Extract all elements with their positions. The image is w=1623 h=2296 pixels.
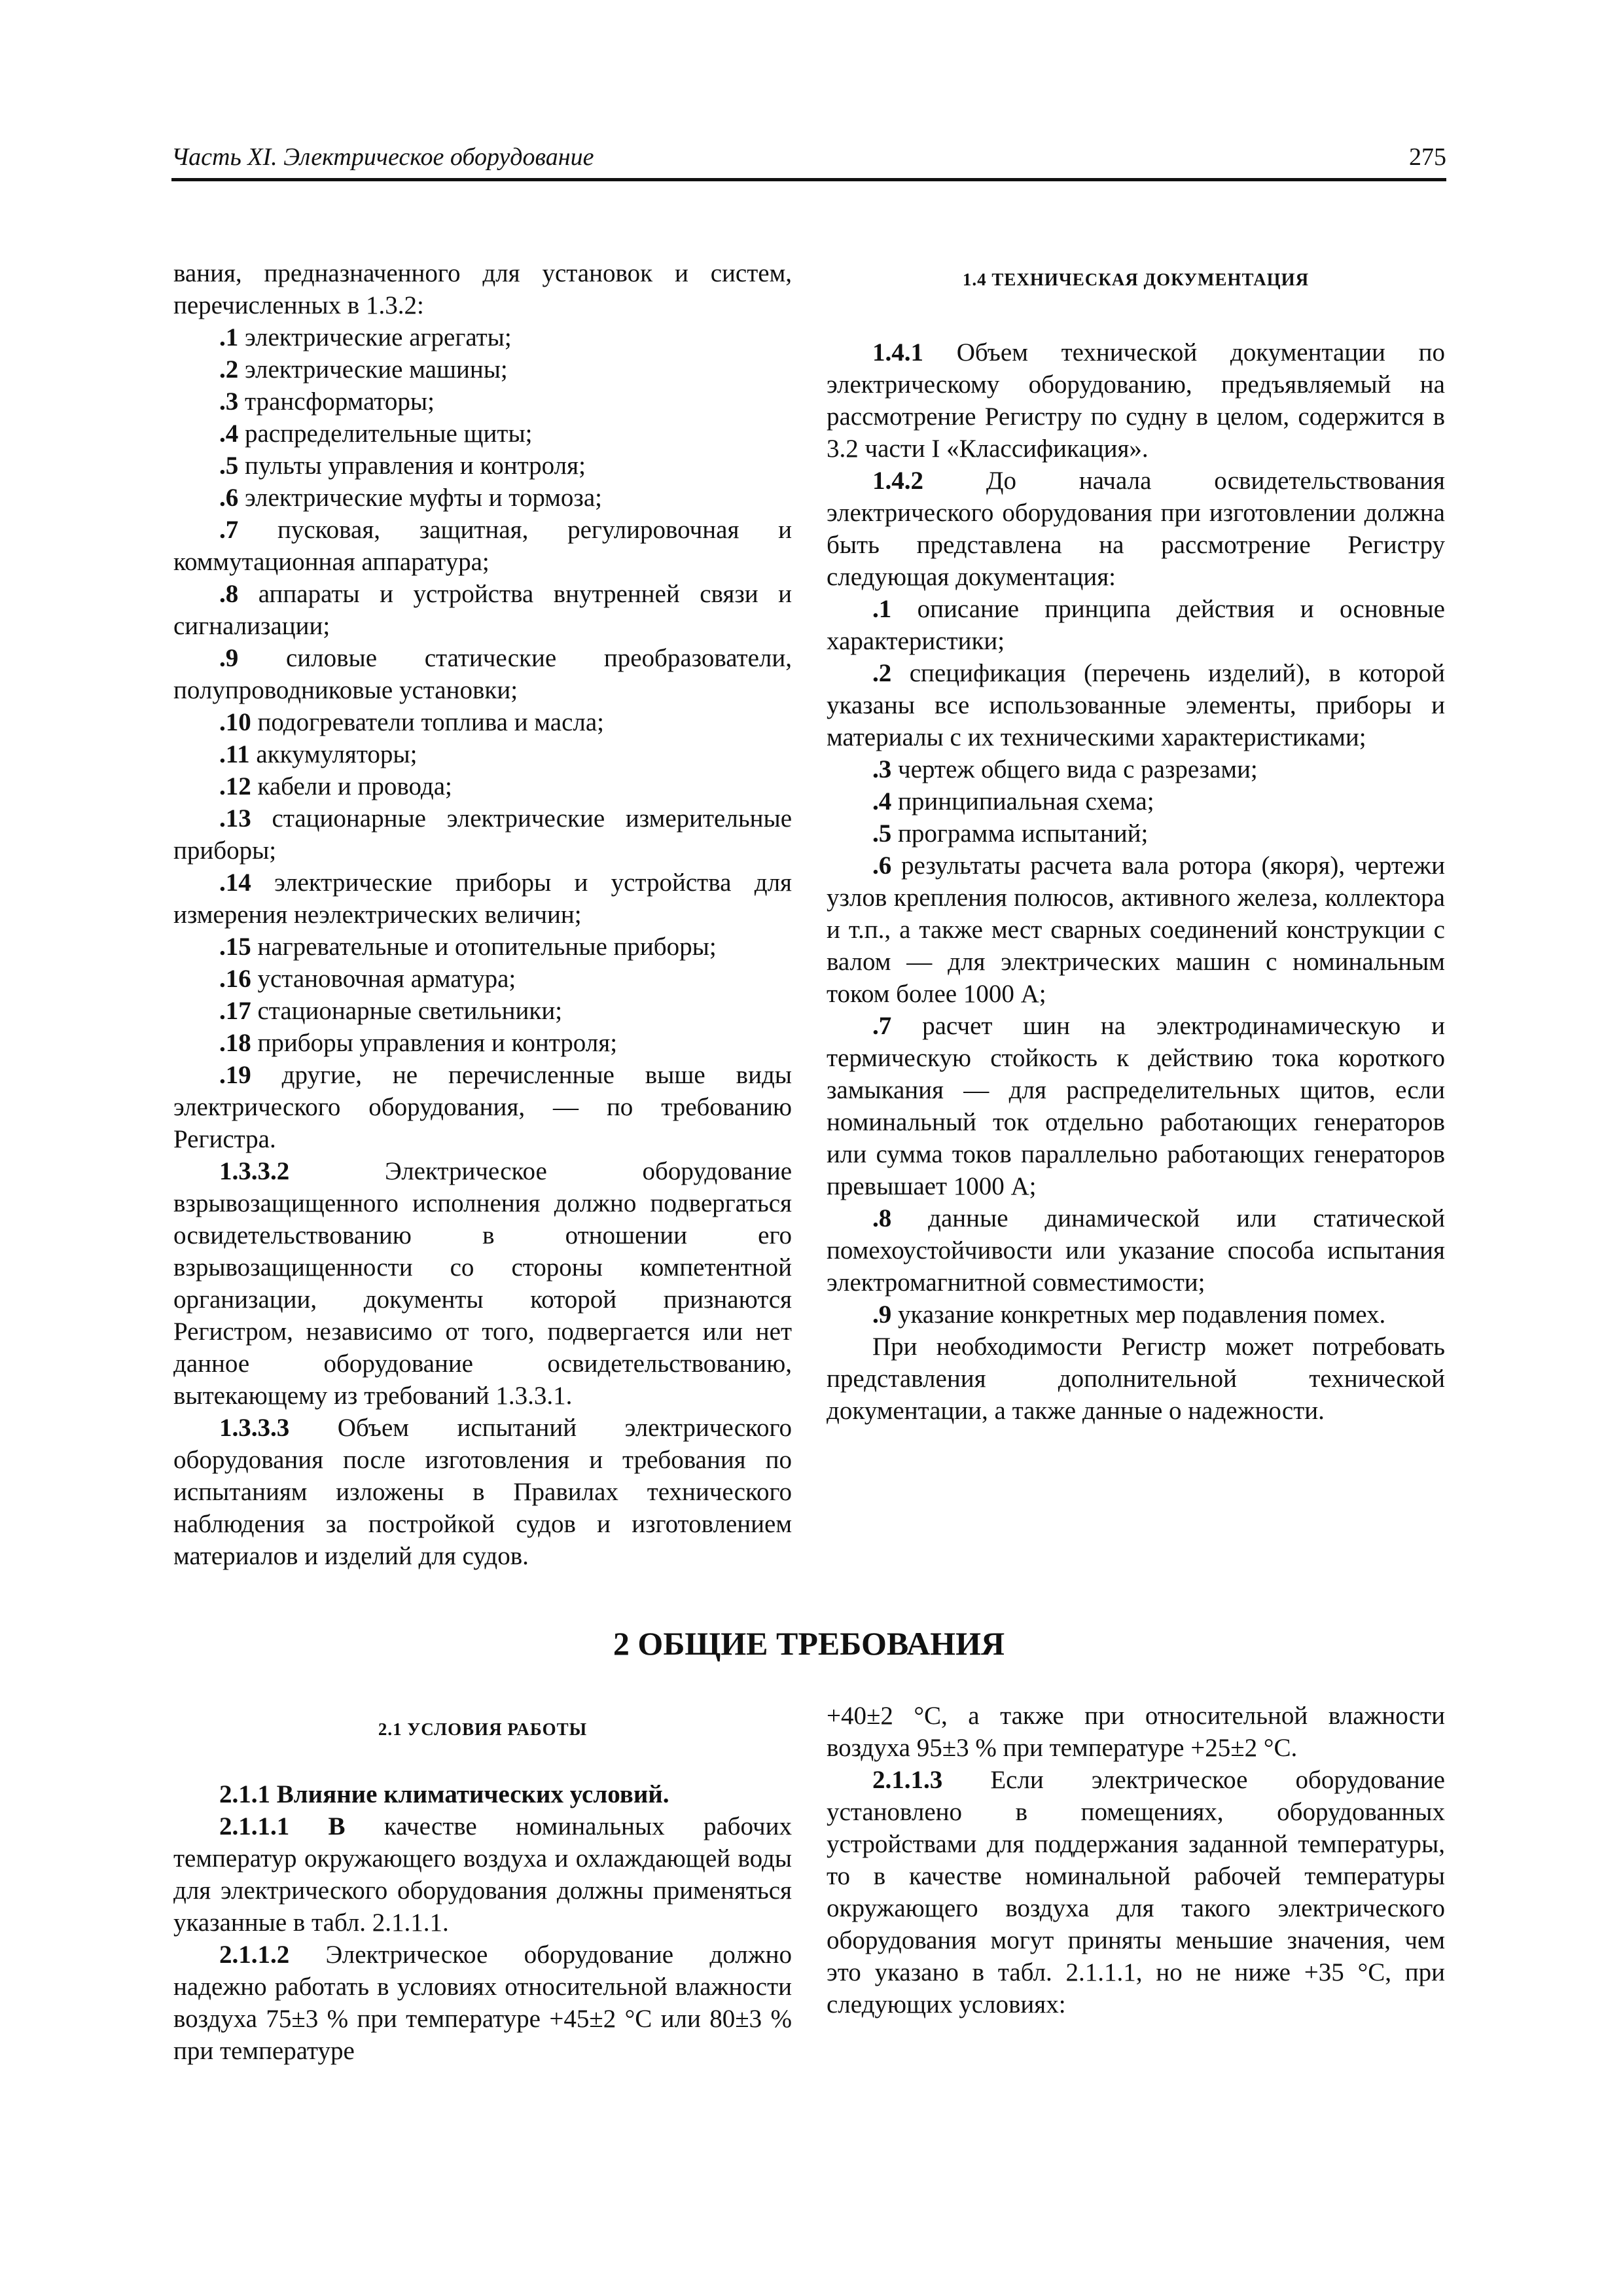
list-item: .7 пусковая, защитная, регулировочная и коммутационная аппаратура; bbox=[173, 516, 792, 576]
running-header-title: Часть XI. Электрическое оборудование bbox=[171, 143, 594, 171]
paragraph-continuation: вания, предназначенного для установок и систем, перечисленных в 1.3.2: bbox=[173, 259, 792, 319]
paragraph-2-1-1-heading: 2.1.1 Влияние климатических условий. bbox=[219, 1780, 669, 1808]
left-column-bottom bbox=[173, 1713, 792, 2067]
header-rule bbox=[171, 178, 1446, 181]
paragraph-2-1-1-3: 2.1.1.3 Если электрическое оборудование установлено в помещениях, оборудованных устройствами для поддержания заданной температуры, то в качестве номинальной рабочей температуры окружающего воздуха для такого электрического оборудования могут приняты меньшие значения, чем это указано в табл. 2.1.1.1, но не ниже +35 °С, при следующих условиях: bbox=[827, 1766, 1445, 2018]
page-number: 275 bbox=[1409, 143, 1446, 171]
list-item: .11 аккумуляторы; bbox=[219, 740, 418, 768]
list-item: .6 результаты расчета вала ротора (якоря), чертежи узлов крепления полюсов, активного железа, коллектора и т.п., а также мест сварных соединений конструкции с валом — для электрических машин с номинальным током более 1000 А; bbox=[827, 852, 1445, 1008]
list-item: .4 принципиальная схема; bbox=[872, 787, 1154, 816]
list-item: .7 расчет шин на электродинамическую и термическую стойкость к действию тока короткого замыкания — для распределительных щитов, если номинальный ток отдельно работающих генераторов или сумма токов параллельно работающих генераторов превышает 1000 А; bbox=[827, 1012, 1445, 1200]
list-item: .16 установочная арматура; bbox=[219, 965, 516, 993]
paragraph-2-1-1-1: 2.1.1.1 В качестве номинальных рабочих температур окружающего воздуха и охлаждающей воды для электрического оборудования должны применяться указанные в табл. 2.1.1.1. bbox=[173, 1812, 792, 1937]
list-item: .1 электрические агрегаты; bbox=[219, 323, 512, 351]
list-item: .19 другие, не перечисленные выше виды электрического оборудования, — по требованию Регистра. bbox=[173, 1061, 792, 1153]
section-heading-2-1: 2.1 УСЛОВИЯ РАБОТЫ bbox=[378, 1719, 588, 1739]
list-item: .5 пульты управления и контроля; bbox=[219, 452, 586, 480]
paragraph-1-4-2: 1.4.2 До начала освидетельствования электрического оборудования при изготовлении должна быть представлена на рассмотрение Регистру следующая документация: bbox=[827, 467, 1445, 591]
list-item: .2 спецификация (перечень изделий), в которой указаны все использованные элементы, приборы и материалы с их техническими характеристиками; bbox=[827, 659, 1445, 751]
chapter-heading: 2 ОБЩИЕ ТРЕБОВАНИЯ bbox=[613, 1625, 1005, 1662]
list-item: .2 электрические машины; bbox=[219, 355, 508, 384]
paragraph-1-3-3-3: 1.3.3.3 Объем испытаний электрического оборудования после изготовления и требования по испытаниям изложены в Правилах технического наблюдения за постройкой судов и изготовлением материалов и изделий для судов. bbox=[173, 1414, 792, 1570]
left-column-top bbox=[173, 257, 792, 1572]
list-item: .8 данные динамической или статической помехоустойчивости или указание способа испытания электромагнитной совместимости; bbox=[827, 1204, 1445, 1297]
list-item: .15 нагревательные и отопительные приборы; bbox=[219, 933, 717, 961]
list-item: .6 электрические муфты и тормоза; bbox=[219, 484, 602, 512]
right-column-bottom bbox=[827, 1700, 1445, 2020]
paragraph-2-1-1-2: 2.1.1.2 Электрическое оборудование должно надежно работать в условиях относительной влажности воздуха 75±3 % при температуре +45±2 °С или 80±3 % при температуре bbox=[173, 1941, 792, 2065]
list-item: .8 аппараты и устройства внутренней связи и сигнализации; bbox=[173, 580, 792, 640]
list-item: .3 трансформаторы; bbox=[219, 387, 435, 416]
list-item: .1 описание принципа действия и основные характеристики; bbox=[827, 595, 1445, 655]
paragraph-1-3-3-2: 1.3.3.2 Электрическое оборудование взрывозащищенного исполнения должно подвергаться освидетельствованию в отношении его взрывозащищенности со стороны компетентной организации, документы которой признаются Регистром, независимо от того, подвергается или нет данное оборудование освидетельствованию, вытекающему из требований 1.3.3.1. bbox=[173, 1157, 792, 1410]
closing-paragraph: При необходимости Регистр может потребовать представления дополнительной технической документации, а также данные о надежности. bbox=[827, 1333, 1445, 1425]
running-header bbox=[171, 143, 1446, 179]
list-item: .10 подогреватели топлива и масла; bbox=[219, 708, 604, 736]
list-item: .12 кабели и провода; bbox=[219, 772, 452, 800]
list-item: .14 электрические приборы и устройства для измерения неэлектрических величин; bbox=[173, 869, 792, 929]
right-column-top bbox=[827, 257, 1445, 1427]
paragraph-1-4-1: 1.4.1 Объем технической документации по электрическому оборудованию, предъявляемый на рассмотрение Регистру по судну в целом, содержится в 3.2 части I «Классификация». bbox=[827, 338, 1445, 463]
list-item: .17 стационарные светильники; bbox=[219, 997, 563, 1025]
paragraph-continuation: +40±2 °С, а также при относительной влажности воздуха 95±3 % при температуре +25±2 °С. bbox=[827, 1702, 1445, 1762]
list-item: .3 чертеж общего вида с разрезами; bbox=[872, 755, 1258, 783]
list-item: .18 приборы управления и контроля; bbox=[219, 1029, 618, 1057]
list-item: .5 программа испытаний; bbox=[872, 819, 1149, 848]
list-item: .9 указание конкретных мер подавления помех. bbox=[872, 1300, 1386, 1329]
list-item: .9 силовые статические преобразователи, полупроводниковые установки; bbox=[173, 644, 792, 704]
list-item: .13 стационарные электрические измерительные приборы; bbox=[173, 804, 792, 865]
section-heading-1-4: 1.4 ТЕХНИЧЕСКАЯ ДОКУМЕНТАЦИЯ bbox=[962, 270, 1310, 289]
list-item: .4 распределительные щиты; bbox=[219, 420, 533, 448]
